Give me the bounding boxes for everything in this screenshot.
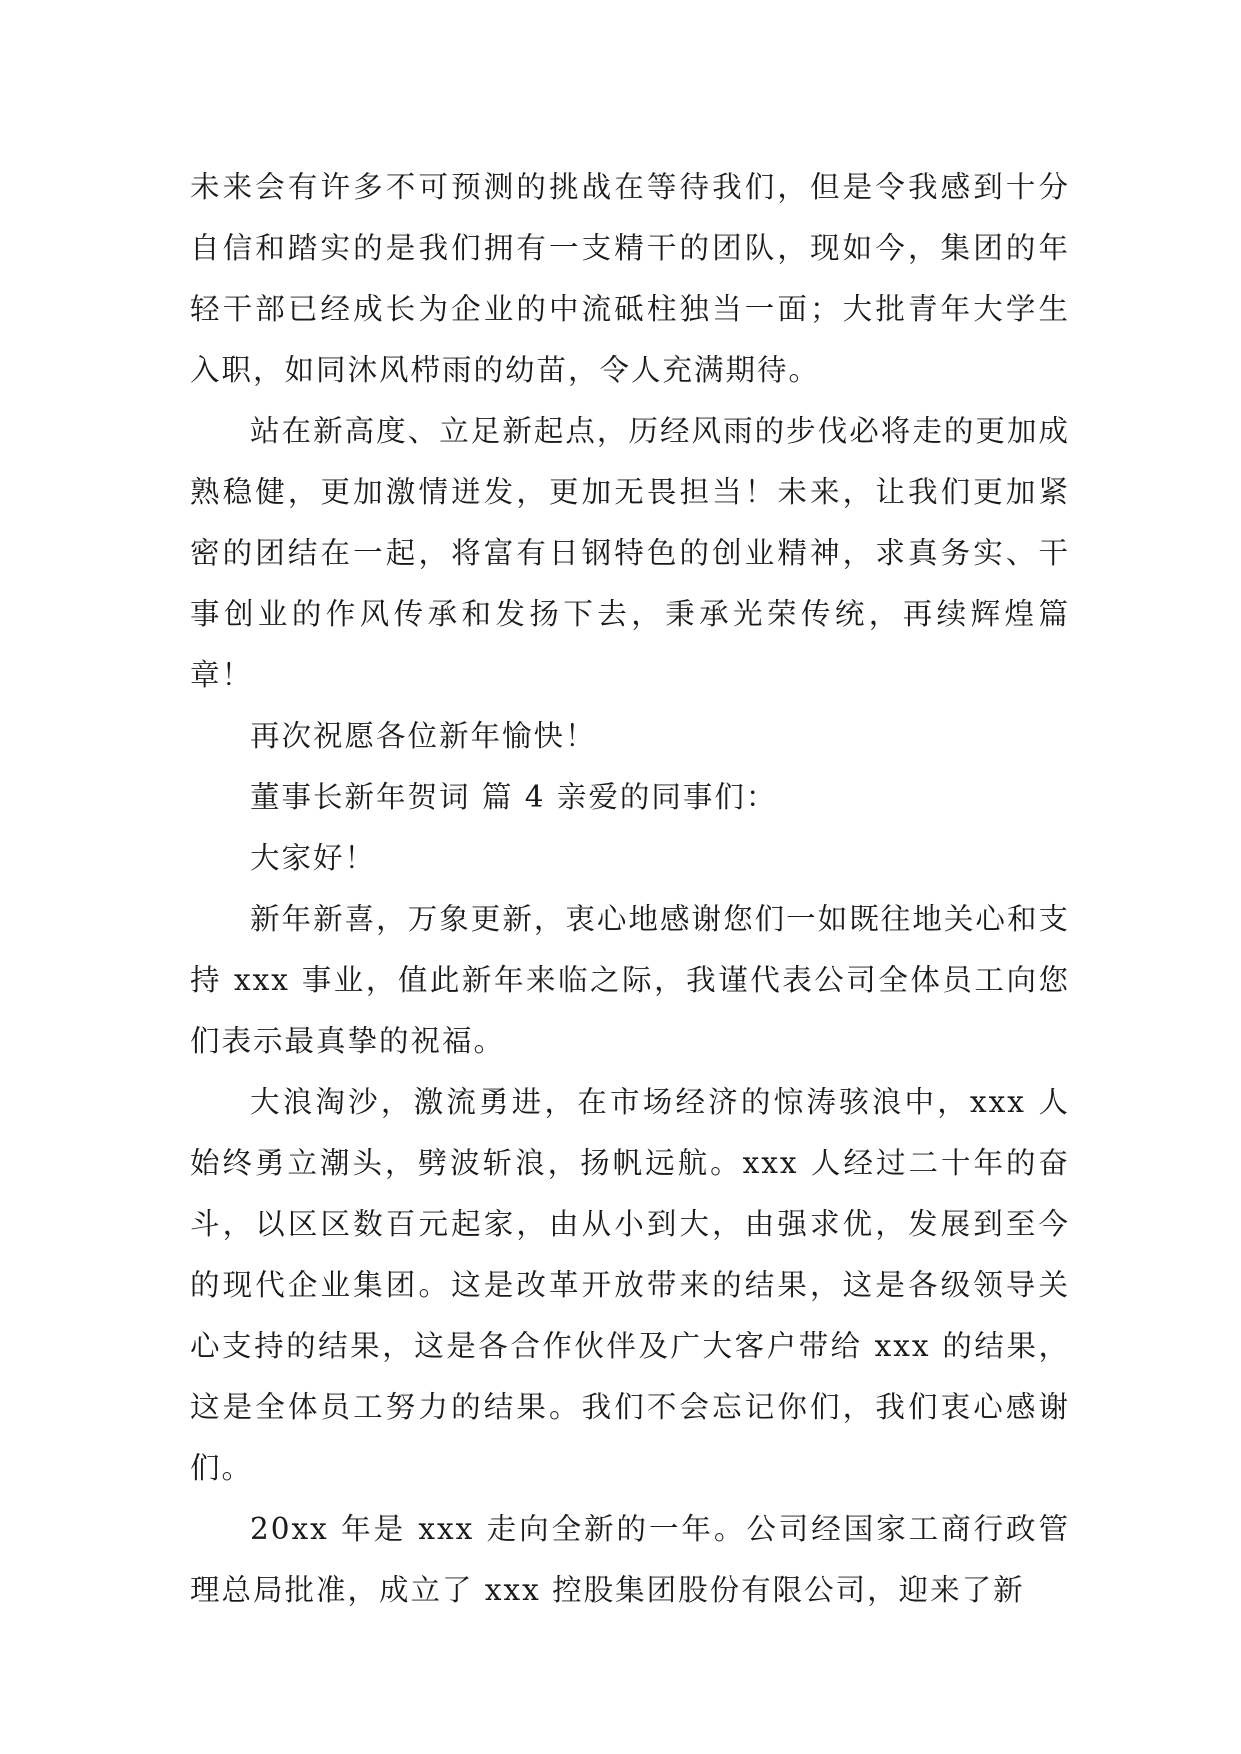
paragraph-1: 未来会有许多不可预测的挑战在等待我们，但是令我感到十分自信和踏实的是我们拥有一支精干的团队，现如今，集团的年轻干部已经成长为企业的中流砥柱独当一面；大批青年大学生入职，如同沐风栉雨的幼苗，令人充满期待。 (190, 170, 1070, 387)
paragraph-3: 再次祝愿各位新年愉快！ (250, 719, 597, 753)
paragraph-5-greeting: 大家好！ (250, 841, 377, 875)
document-body (190, 157, 1070, 1621)
paragraph-4-heading: 董事长新年贺词 篇 4 亲爱的同事们： (250, 780, 778, 814)
paragraph-2: 站在新高度、立足新起点，历经风雨的步伐必将走的更加成熟稳健，更加激情迸发，更加无畏担当！未来，让我们更加紧密的团结在一起，将富有日钢特色的创业精神，求真务实、干事创业的作风传承和发扬下去，秉承光荣传统，再续辉煌篇章！ (190, 414, 1070, 692)
paragraph-6: 新年新喜，万象更新，衷心地感谢您们一如既往地关心和支持 xxx 事业，值此新年来临之际，我谨代表公司全体员工向您们表示最真挚的祝福。 (190, 902, 1070, 1058)
paragraph-7: 大浪淘沙，激流勇进，在市场经济的惊涛骇浪中，xxx 人始终勇立潮头，劈波斩浪，扬帆远航。xxx 人经过二十年的奋斗，以区区数百元起家，由从小到大，由强求优，发展到至今的现代企业集团。这是改革开放带来的结果，这是各级领导关心支持的结果，这是各合作伙伴及广大客户带给 xxx 的结果，这是全体员工努力的结果。我们不会忘记你们，我们衷心感谢们。 (190, 1085, 1070, 1485)
paragraph-8: 20xx 年是 xxx 走向全新的一年。公司经国家工商行政管理总局批准，成立了 xxx 控股集团股份有限公司，迎来了新 (190, 1512, 1070, 1607)
